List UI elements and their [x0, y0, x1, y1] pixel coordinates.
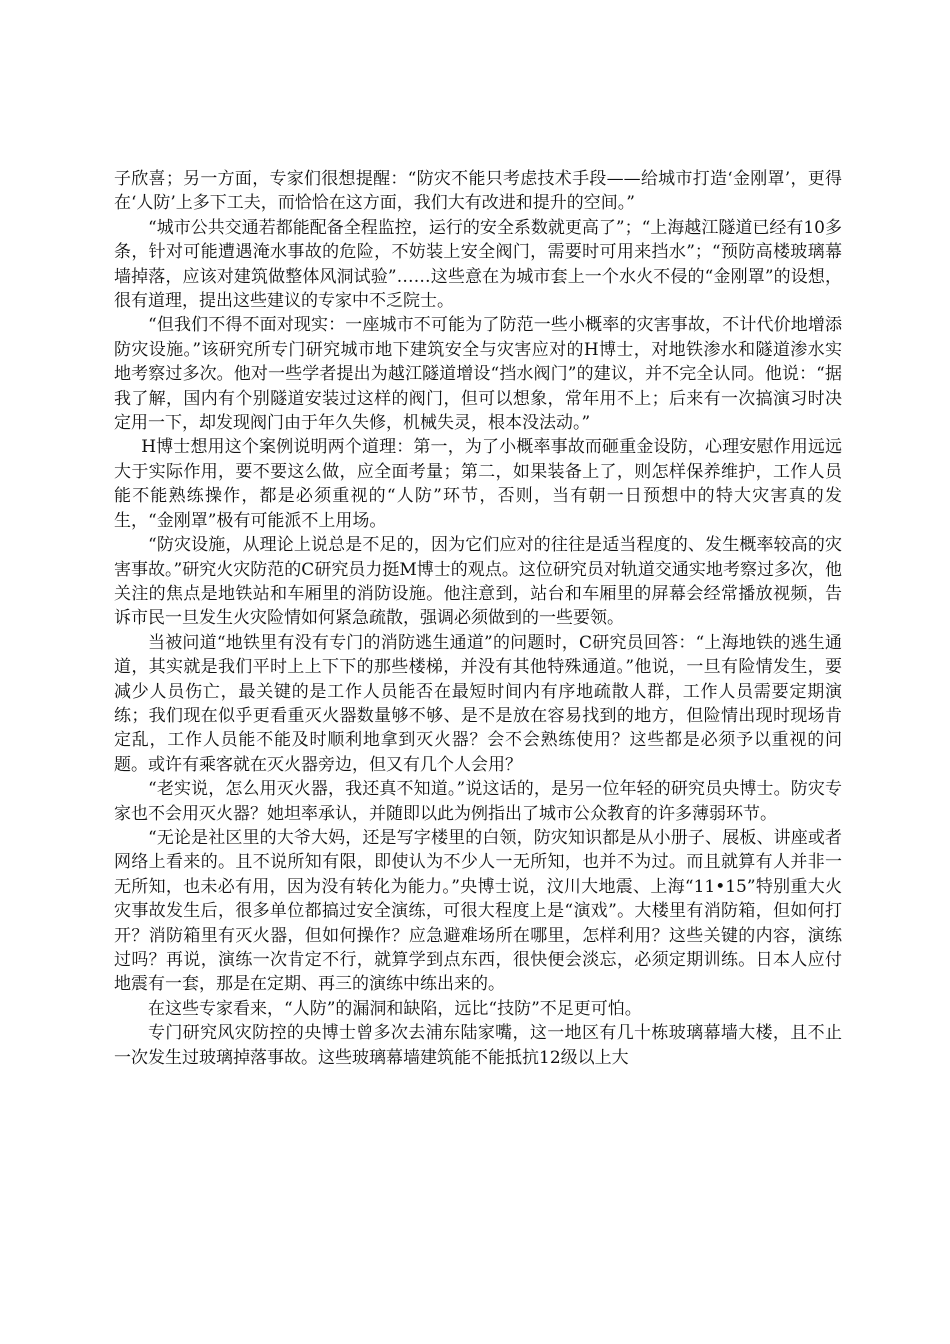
- paragraph-1: 子欣喜；另一方面，专家们很想提醒：“防灾不能只考虑技术手段——给城市打造‘金刚罩’，更得在‘人防’上多下工夫，而恰恰在这方面，我们大有改进和提升的空间。”: [114, 169, 842, 214]
- paragraph-7: “老实说，怎么用灭火器，我还真不知道。”说这话的，是另一位年轻的研究员央博士。防灾专家也不会用灭火器？她坦率承认，并随即以此为例指出了城市公众教育的许多薄弱环节。: [114, 779, 842, 824]
- paragraph-2: “城市公共交通若都能配备全程监控，运行的安全系数就更高了”；“上海越江隧道已经有10多条，针对可能遭遇淹水事故的危险，不妨装上安全阀门，需要时可用来挡水”；“预防高楼玻璃幕墙掉落，应该对建筑做整体风洞试验”……这些意在为城市套上一个水火不侵的“金刚罩”的设想，很有道理，提出这些建议的专家中不乏院士。: [114, 217, 842, 312]
- paragraph-4: H博士想用这个案例说明两个道理：第一，为了小概率事故而砸重金设防，心理安慰作用远远大于实际作用，要不要这么做，应全面考量；第二，如果装备上了，则怎样保养维护，工作人员能不能熟练操作，都是必须重视的“人防”环节，否则，当有朝一日预想中的特大灾害真的发生，“金刚罩”极有可能派不上用场。: [114, 437, 842, 531]
- paragraph-3: “但我们不得不面对现实：一座城市不可能为了防范一些小概率的灾害事故，不计代价地增添防灾设施。”该研究所专门研究城市地下建筑安全与灾害应对的H博士，对地铁渗水和隧道渗水实地考察过多次。他对一些学者提出为越江隧道增设“挡水阀门”的建议，并不完全认同。他说：“据我了解，国内有个别隧道安装过这样的阀门，但可以想象，常年用不上；后来有一次搞演习时决定用一下，却发现阀门由于年久失修，机械失灵，根本没法动。”: [114, 315, 842, 434]
- paragraph-5: “防灾设施，从理论上说总是不足的，因为它们应对的往往是适当程度的、发生概率较高的灾害事故。”研究火灾防范的C研究员力挺M博士的观点。这位研究员对轨道交通实地考察过多次，他关注的焦点是地铁站和车厢里的消防设施。他注意到，站台和车厢里的屏幕会经常播放视频，告诉市民一旦发生火灾险情如何紧急疏散，强调必须做到的一些要领。: [114, 535, 842, 629]
- paragraph-9: 在这些专家看来，“人防”的漏洞和缺陷，远比“技防”不足更可怕。: [148, 998, 642, 1019]
- document-body: [114, 167, 842, 1070]
- paragraph-10: 专门研究风灾防控的央博士曾多次去浦东陆家嘴，这一地区有几十栋玻璃幕墙大楼，且不止一次发生过玻璃掉落事故。这些玻璃幕墙建筑能不能抵抗12级以上大: [114, 1023, 842, 1068]
- paragraph-6: 当被问道“地铁里有没有专门的消防逃生通道”的问题时，C研究员回答：“上海地铁的逃生通道，其实就是我们平时上上下下的那些楼梯，并没有其他特殊通道。”他说，一旦有险情发生，要减少人员伤亡，最关键的是工作人员能否在最短时间内有序地疏散人群，工作人员需要定期演练；我们现在似乎更看重灭火器数量够不够、是不是放在容易找到的地方，但险情出现时现场肯定乱，工作人员能不能及时顺利地拿到灭火器？会不会熟练使用？这些都是必须予以重视的问题。或许有乘客就在灭火器旁边，但又有几个人会用？: [114, 632, 842, 775]
- paragraph-8: “无论是社区里的大爷大妈，还是写字楼里的白领，防灾知识都是从小册子、展板、讲座或者网络上看来的。且不说所知有限，即使认为不少人一无所知，也并不为过。而且就算有人并非一无所知，也未必有用，因为没有转化为能力。”央博士说，汶川大地震、上海“11•15”特别重大火灾事故发生后，很多单位都搞过安全演练，可很大程度上是“演戏”。大楼里有消防箱，但如何打开？消防箱里有灭火器，但如何操作？应急避难场所在哪里，怎样利用？这些关键的内容，演练过吗？再说，演练一次肯定不行，就算学到点东西，很快便会淡忘，必须定期训练。日本人应付地震有一套，那是在定期、再三的演练中练出来的。: [114, 827, 842, 995]
